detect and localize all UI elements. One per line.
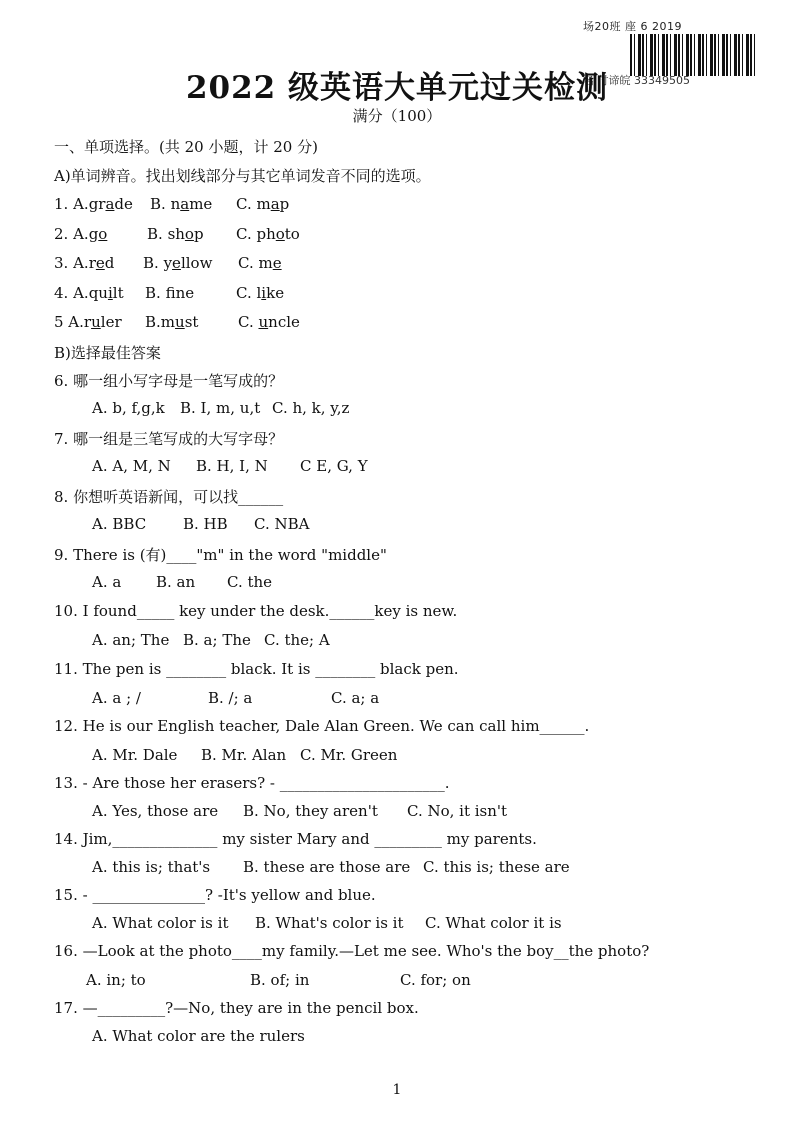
question: 6. 哪一组小写字母是一笔写成的？ — [54, 372, 284, 390]
option-a: A. BBC — [92, 515, 147, 533]
option-a: A. Yes, those are — [92, 802, 219, 820]
option-b: B. H, I, N — [196, 457, 268, 475]
option-c: C. Mr. Green — [300, 746, 398, 764]
phonics-option: C. map — [236, 195, 290, 213]
option-b: B. /; a — [208, 689, 253, 707]
option-a: A. in; to — [86, 971, 146, 989]
question: 17. —_________?—No, they are in the pencil box. — [54, 999, 419, 1017]
page-title: 2022 级英语大单元过关检测 — [185, 70, 609, 106]
option-c: C. What color it is — [425, 914, 562, 932]
phonics-item: 5 A.ruler — [54, 313, 122, 331]
option-a: A. this is; that's — [92, 858, 211, 876]
phonics-item: 1. A.grade — [54, 195, 133, 213]
header-info: 场20班 座 6 2019 — [583, 20, 682, 33]
option-c: C E, G, Y — [300, 457, 368, 475]
phonics-option: B. fne — [145, 284, 195, 302]
option-c: C. this is; these are — [423, 858, 570, 876]
option-b: B. these are those are — [243, 858, 411, 876]
option-c: C. for; on — [400, 971, 471, 989]
option-b: B. Mr. Alan — [201, 746, 287, 764]
option-a: A. b, f,g,k — [92, 399, 165, 417]
phonics-option: B. shop — [147, 225, 204, 243]
option-a: A. a — [92, 573, 122, 591]
option-b: B. an — [156, 573, 196, 591]
question: 11. The pen is ________ black. It is ________ black pen. — [54, 660, 459, 678]
option-b: B. a; The — [183, 631, 251, 649]
question: 13. - Are those her erasers? - ______________________. — [54, 774, 450, 792]
option-a: A. What color are the rulers — [92, 1027, 305, 1045]
phonics-option: C. like — [236, 284, 285, 302]
phonics-option: B.must — [145, 313, 199, 331]
phonics-item: 4. A.quilt — [54, 284, 124, 302]
phonics-option: B. name — [150, 195, 213, 213]
question: 16. —Look at the photo____my family.—Let me see. Who's the boy__the photo? — [54, 942, 650, 960]
option-c: C. a; a — [331, 689, 380, 707]
option-a: A. a ; / — [92, 689, 141, 707]
part-a-heading: A)单词辨音。找出划线部分与其它单词发音不同的选项。 — [54, 167, 431, 185]
option-c: C. h, k, y,z — [272, 399, 350, 417]
option-a: A. A, M, N — [92, 457, 171, 475]
page-subtitle: 满分（100） — [352, 107, 442, 125]
question: 15. - _______________? -It's yellow and blue. — [54, 886, 376, 904]
phonics-option: C. uncle — [238, 313, 300, 331]
option-a: A. What color is it — [92, 914, 229, 932]
option-b: B. HB — [183, 515, 228, 533]
option-b: B. of; in — [250, 971, 310, 989]
section-heading: 一、单项选择。(共 20 小题，计 20 分) — [54, 138, 318, 156]
option-c: C. the — [227, 573, 273, 591]
phonics-item: 3. A.red — [54, 254, 115, 272]
phonics-option: C. me — [238, 254, 282, 272]
option-c: C. No, it isn't — [407, 802, 508, 820]
option-a: A. Mr. Dale — [92, 746, 178, 764]
question: 10. I found_____ key under the desk.______key is new. — [54, 602, 458, 620]
question: 14. Jim,______________ my sister Mary and _________ my parents. — [54, 830, 537, 848]
option-a: A. an; The — [92, 631, 170, 649]
question: 9. There is (有)____"m" in the word "middle" — [54, 546, 387, 564]
barcode-label: 名 付谛皖 33349505 — [583, 74, 690, 87]
option-c: C. the; A — [264, 631, 330, 649]
question: 8. 你想听英语新闻，可以找______ — [54, 488, 284, 506]
option-b: B. No, they aren't — [243, 802, 378, 820]
phonics-option: B. yellow — [143, 254, 213, 272]
question: 7. 哪一组是三笔写成的大写字母？ — [54, 430, 284, 448]
phonics-item: 2. A.go — [54, 225, 108, 243]
phonics-option: C. photo — [236, 225, 300, 243]
part-b-heading: B)选择最佳答案 — [54, 344, 161, 362]
option-b: B. I, m, u,t — [180, 399, 261, 417]
option-b: B. What's color is it — [255, 914, 404, 932]
question: 12. He is our English teacher, Dale Alan Green. We can call him______. — [54, 717, 590, 735]
option-c: C. NBA — [254, 515, 310, 533]
page-number: 1 — [392, 1082, 402, 1098]
